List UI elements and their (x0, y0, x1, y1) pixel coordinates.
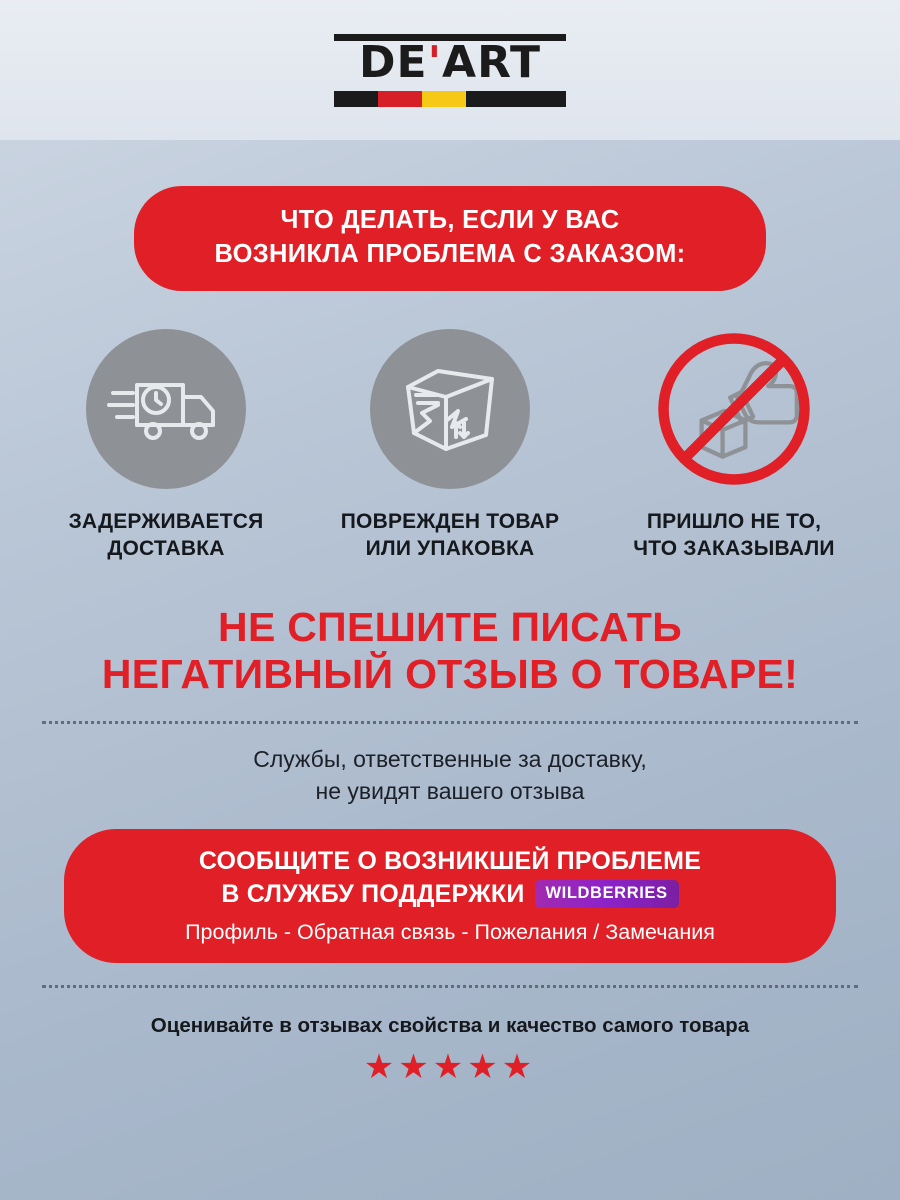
logo-bar-red (378, 91, 422, 107)
title-banner-line-2: ВОЗНИКЛА ПРОБЛЕМА С ЗАКАЗОМ: (214, 239, 686, 268)
subtext-line-2: не увидят вашего отзыва (315, 777, 585, 804)
main-headline-line-2: НЕГАТИВНЫЙ ОТЗЫВ О ТОВАРЕ! (101, 651, 799, 698)
brand-apostrophe: ' (427, 36, 443, 88)
brand-logo (334, 34, 566, 107)
problem-caption-wrong-line-2: ЧТО ЗАКАЗЫВАЛИ (633, 536, 835, 560)
problem-caption-wrong (616, 509, 852, 562)
logo-bar-yellow (422, 91, 466, 107)
brand-name-part1: DE (358, 36, 428, 88)
problem-caption-delivery-line-2: ДОСТАВКА (107, 536, 225, 560)
wrong-item-prohibited-icon (654, 329, 814, 489)
header (0, 0, 900, 140)
brand-name (334, 36, 566, 91)
main-headline-line-1: НЕ СПЕШИТЕ ПИСАТЬ (218, 603, 682, 650)
footer-note: Оценивайте в отзывах свойства и качество самого товара (150, 1014, 750, 1038)
problem-caption-damaged-line-1: ПОВРЕЖДЕН ТОВАР (340, 510, 560, 534)
wildberries-badge: WILDBERRIES (535, 880, 679, 908)
problem-item-damaged (332, 329, 568, 562)
problem-icons-row (32, 329, 868, 562)
logo-bar-black (334, 91, 378, 107)
subtext-line-1: Службы, ответственные за доставку, (253, 745, 647, 772)
problem-item-delivery (48, 329, 284, 562)
damaged-box-icon (370, 329, 530, 489)
main-headline (32, 604, 868, 699)
logo-flag-bars (334, 91, 566, 107)
support-path: Профиль - Обратная связь - Пожелания / Замечания (185, 920, 715, 945)
support-line-2 (88, 878, 812, 911)
problem-caption-delivery (48, 509, 284, 562)
title-banner-line-1: ЧТО ДЕЛАТЬ, ЕСЛИ У ВАС (280, 206, 620, 234)
content (0, 186, 900, 1087)
problem-caption-delivery-line-1: ЗАДЕРЖИВАЕТСЯ (68, 510, 264, 534)
title-banner (134, 186, 766, 291)
logo-bar-black-2 (466, 91, 566, 107)
delivery-truck-clock-icon (86, 329, 246, 489)
divider-top (42, 721, 858, 724)
problem-caption-damaged-line-2: ИЛИ УПАКОВКА (365, 536, 535, 560)
subtext (32, 744, 868, 807)
divider-bottom (42, 985, 858, 988)
brand-name-part2: ART (442, 36, 542, 88)
support-line-2-text: В СЛУЖБУ ПОДДЕРЖКИ (221, 879, 525, 908)
support-line-1: СООБЩИТЕ О ВОЗНИКШЕЙ ПРОБЛЕМЕ (198, 847, 702, 876)
support-banner[interactable] (64, 829, 836, 963)
problem-caption-damaged (332, 509, 568, 562)
problem-caption-wrong-line-1: ПРИШЛО НЕ ТО, (646, 510, 822, 534)
rating-stars: ★★★★★ (363, 1048, 537, 1087)
problem-item-wrong (616, 329, 852, 562)
